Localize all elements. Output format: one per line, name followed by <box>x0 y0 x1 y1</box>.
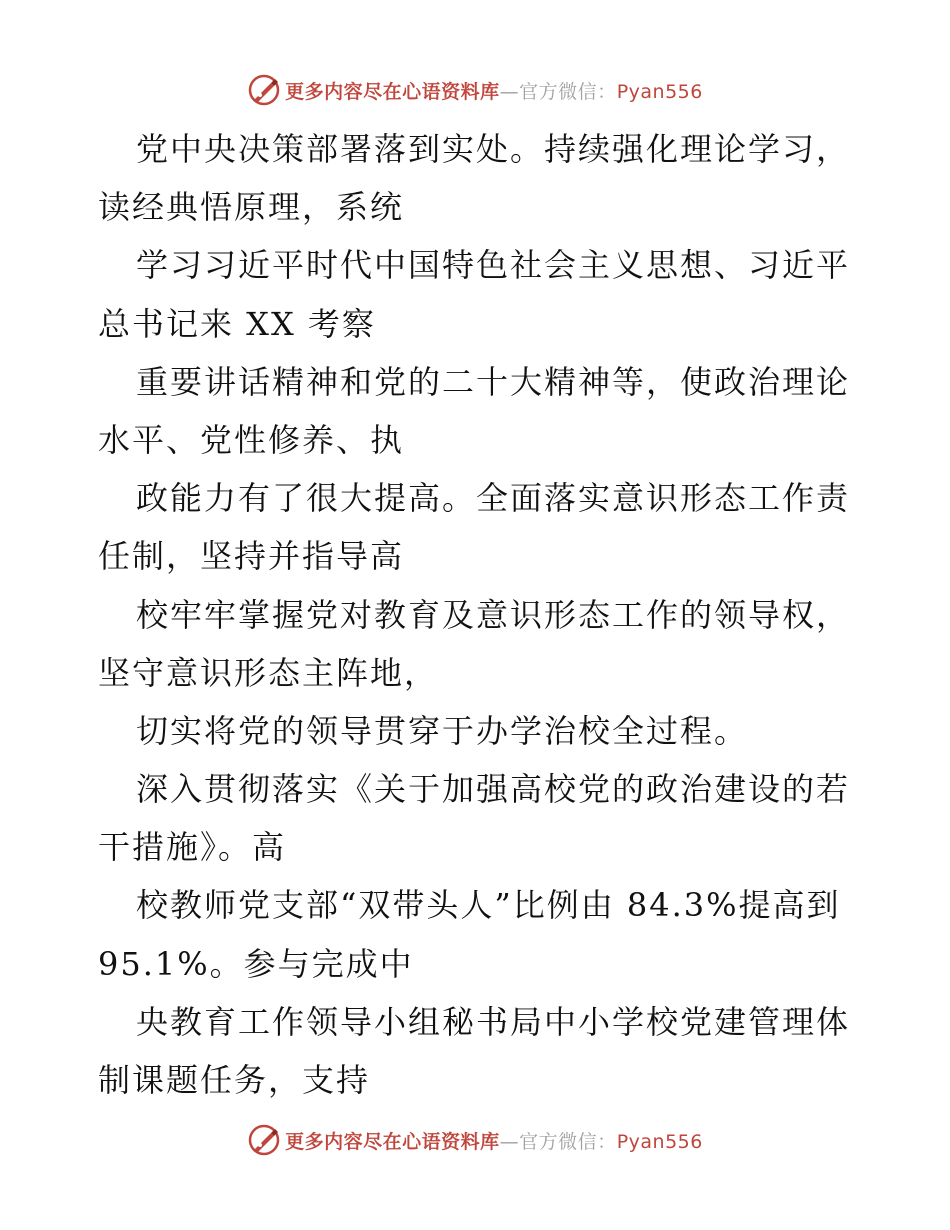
text-line: 水平、党性修养、执 <box>98 420 405 459</box>
text-line: 央教育工作领导小组秘书局中小学校党建管理体 <box>136 1002 851 1041</box>
text-line: 校牢牢掌握党对教育及意识形态工作的领导权， <box>136 595 851 634</box>
text-line: 任制，坚持并指导高 <box>98 537 405 576</box>
footer-watermark <box>0 1118 950 1162</box>
watermark-brand: 更多内容尽在心语资料库 <box>285 80 500 103</box>
header-watermark <box>0 68 950 112</box>
text-line: 读经典悟原理，系统 <box>98 188 405 227</box>
text-line: 95.1%。参与完成中 <box>98 944 414 983</box>
text-line: 制课题任务，支持 <box>98 1061 371 1099</box>
watermark-contact-id: Pyan556 <box>616 1130 703 1153</box>
text-line: 深入贯彻落实《关于加强高校党的政治建设的若 <box>136 770 851 809</box>
watermark-separator: — <box>499 80 520 103</box>
pen-logo-icon <box>247 73 281 107</box>
watermark-contact-label: 官方微信： <box>519 1130 617 1153</box>
watermark-contact-label: 官方微信： <box>519 80 617 103</box>
watermark-separator: — <box>499 1130 520 1153</box>
text-line: 党中央决策部署落到实处。持续强化理论学习， <box>136 130 851 168</box>
watermark-brand: 更多内容尽在心语资料库 <box>285 1130 500 1153</box>
document-body <box>98 120 858 1109</box>
text-line: 总书记来 XX 考察 <box>98 304 376 343</box>
text-line: 重要讲话精神和党的二十大精神等，使政治理论 <box>136 362 851 401</box>
watermark-contact-id: Pyan556 <box>616 80 703 103</box>
text-line: 切实将党的领导贯穿于办学治校全过程。 <box>136 711 749 750</box>
text-line: 政能力有了很大提高。全面落实意识形态工作责 <box>136 479 851 518</box>
text-line: 学习习近平时代中国特色社会主义思想、习近平 <box>136 246 851 285</box>
text-line: 校教师党支部“双带头人”比例由 84.3%提高到 <box>136 886 841 925</box>
text-line: 坚守意识形态主阵地， <box>98 653 439 692</box>
pen-logo-icon <box>247 1123 281 1157</box>
text-line: 干措施》。高 <box>98 828 287 867</box>
